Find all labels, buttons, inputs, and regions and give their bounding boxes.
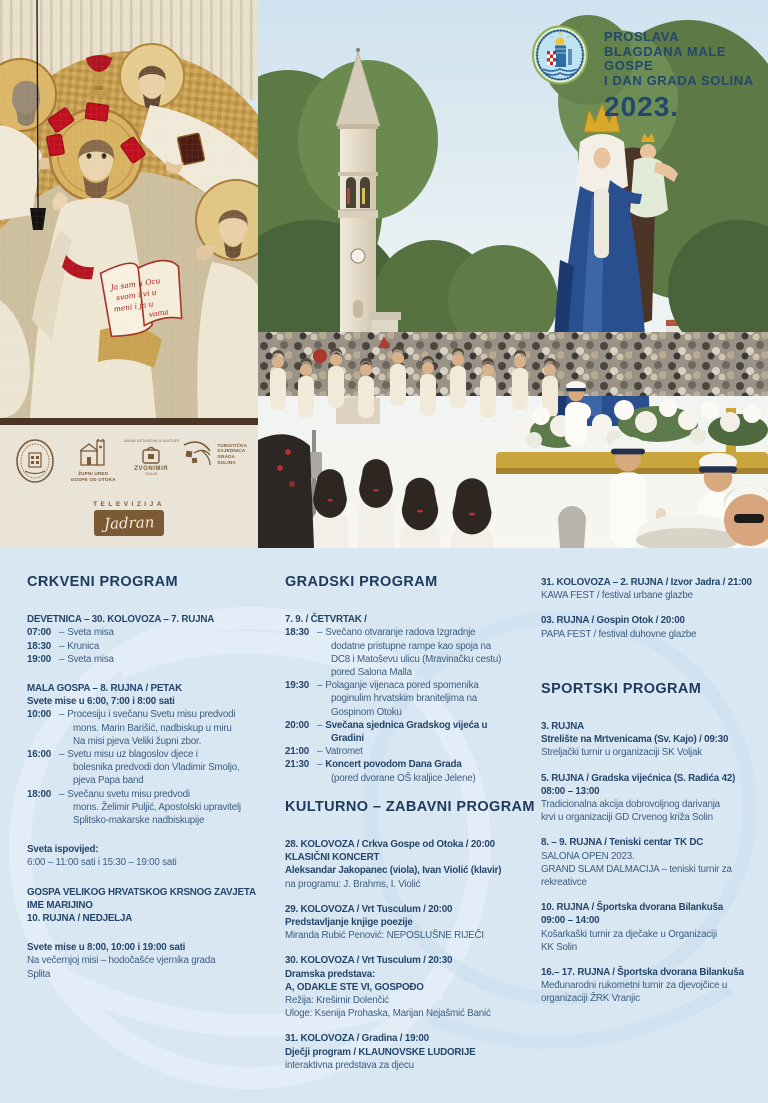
column-crkveni	[27, 576, 263, 997]
mosaic-illustration	[0, 0, 258, 418]
program-line: 6:00 – 11:00 sati i 15:30 – 19:00 sati	[27, 857, 177, 869]
program-block	[541, 836, 763, 889]
program-line: KAWA FEST / festival urbane glazbe	[541, 590, 693, 602]
program-block	[541, 720, 763, 760]
program-line: mons. Želimir Puljić, Apostolski upravitelj	[73, 801, 241, 813]
program-line: 09:00 – 14:00	[541, 915, 600, 927]
dash-separator: –	[317, 759, 323, 771]
program-block	[27, 843, 263, 869]
tv-jadran-label: TELEVIZIJA	[93, 501, 165, 508]
program-section	[0, 548, 768, 1103]
line-text: Sveta misa	[67, 627, 114, 639]
program-line: A, ODAKLE STE VI, GOSPOĐO	[285, 981, 424, 993]
dash-separator: –	[59, 627, 65, 639]
program-line: na programu: J. Brahms, I. Violić	[285, 878, 421, 890]
line-text: Svetu misu uz blagoslov djece i	[67, 749, 198, 761]
partner-label: JAVNA USTANOVA U KULTURI	[123, 439, 180, 443]
program-line: 31. KOLOVOZA / Gradina / 19:00	[285, 1033, 429, 1045]
program-line	[27, 626, 263, 639]
program-line: KLASIČNI KONCERT	[285, 852, 380, 864]
program-block	[285, 954, 537, 1020]
event-time: 21:00	[285, 746, 310, 758]
program-line	[27, 788, 263, 801]
program-line: Međunarodni rukometni turnir za djevojčice u	[541, 980, 728, 992]
dash-separator: –	[59, 709, 65, 721]
program-block	[285, 903, 537, 943]
program-line: Splitsko-makarske nadbiskupije	[73, 815, 205, 827]
program-line: rekreativce	[541, 877, 587, 889]
program-block	[285, 1032, 537, 1072]
mosaic-artwork	[0, 0, 258, 418]
program-line: 5. RUJNA / Gradska vijećnica (S. Radića 42)	[541, 772, 736, 784]
event-time: 19:00	[27, 653, 52, 665]
program-line: Gradini	[331, 733, 364, 745]
line-text: Svečanu svetu misu predvodi	[67, 788, 190, 800]
program-line: Streljački turnir u organizaciji SK Voljak	[541, 747, 702, 759]
solin-seal-icon	[15, 439, 55, 483]
line-text: Polaganje vijenaca pored spomenika	[325, 680, 479, 692]
mosaic-frame-bar	[0, 418, 258, 425]
program-line: krvi u organizaciji GD Crvenog križa Solin	[541, 812, 713, 824]
program-line	[27, 653, 263, 666]
program-line: Režija: Krešimir Dolenčić	[285, 995, 389, 1007]
title-line-1: PROSLAVA	[604, 29, 680, 44]
program-block	[541, 772, 763, 825]
line-text: Procesiju i svečanu Svetu misu predvodi	[67, 709, 236, 721]
title-year: 2023.	[604, 91, 680, 122]
program-line: Strelište na Mrtvenicama (Sv. Kajo) / 09:30	[541, 734, 729, 746]
program-line: GRAND SLAM DALMACIJA – teniski turnir za	[541, 863, 732, 875]
program-line	[27, 708, 263, 721]
program-block	[27, 886, 263, 926]
line-text: Koncert povodom Dana Grada	[325, 759, 462, 771]
column-kulturno-sportski	[541, 576, 763, 1018]
program-line: 03. RUJNA / Gospin Otok / 20:00	[541, 615, 685, 627]
program-line: Aleksandar Jakopanec (viola), Ivan Violić (klavir)	[285, 865, 502, 877]
program-line: SALONA OPEN 2023.	[541, 850, 635, 862]
partner-label: TURISTIČKA ZAJEDNICA GRADA SOLINA	[217, 442, 248, 465]
tv-jadran-logo	[94, 510, 164, 536]
church-icon	[76, 439, 110, 471]
program-line: Na misi pjeva Veliki župni zbor.	[73, 735, 202, 747]
program-line: Košarkaški turnir za dječake u Organizaciji	[541, 928, 717, 940]
event-time: 20:00	[285, 719, 310, 731]
event-time: 21:30	[285, 759, 310, 771]
program-line: Miranda Rubić Penović: NEPOSLUŠNE RIJEČI	[285, 930, 484, 942]
program-line: Uloge: Ksenija Prohaska, Marijan Nejašmić Banić	[285, 1008, 491, 1020]
event-time: 10:00	[27, 709, 52, 721]
program-block	[285, 838, 537, 891]
title-line-2: BLAGDANA MALE GOSPE	[604, 43, 727, 73]
program-block	[27, 682, 263, 827]
program-line: (pored dvorane OŠ kraljice Jelene)	[331, 772, 476, 784]
program-line: 8. – 9. RUJNA / Teniski centar TK DC	[541, 837, 704, 849]
program-line: DC8 i Matoševu ulicu (Mravinačku cestu)	[331, 653, 502, 665]
program-block	[541, 901, 763, 954]
dash-separator: –	[59, 788, 65, 800]
partner-zupni-ured	[64, 439, 122, 482]
program-line: Svete mise u 8:00, 10:00 i 19:00 sati	[27, 942, 186, 954]
column-gradski-kulturno	[285, 576, 537, 1084]
program-line	[27, 748, 263, 761]
section-title: SPORTSKI PROGRAM	[541, 680, 702, 697]
event-time: 18:30	[285, 627, 310, 639]
program-line: pjeva Papa band	[73, 775, 144, 787]
program-line: dodatne pristupne rampe kao spoja na	[331, 640, 492, 652]
section-title: KULTURNO – ZABAVNI PROGRAM	[285, 798, 535, 815]
program-line: 08:00 – 13:00	[541, 785, 600, 797]
program-kulturno	[285, 798, 537, 1072]
section-title: GRADSKI PROGRAM	[285, 574, 438, 590]
partner-zvonimir	[122, 439, 180, 478]
program-block	[285, 613, 537, 785]
dash-separator: –	[59, 749, 65, 761]
event-time: 18:30	[27, 640, 52, 652]
partner-label: SOLIN	[145, 472, 158, 477]
program-line: Na večernjoj misi – hodočašće vjernika grada	[27, 955, 216, 967]
program-line: 31. KOLOVOZA – 2. RUJNA / Izvor Jadra / 21:00	[541, 577, 752, 588]
partner-turisticka-zajednica	[180, 439, 252, 469]
program-line: Sveta ispovijed:	[27, 844, 99, 856]
event-time: 18:00	[27, 788, 52, 800]
program-line: 30. KOLOVOZA / Vrt Tusculum / 20:30	[285, 955, 453, 967]
lamp-post	[558, 506, 586, 548]
program-line	[285, 679, 537, 692]
title-line-3: I DAN GRADA SOLINA	[604, 72, 754, 88]
program-line: Dječji program / KLAUNOVSKE LUDORIJE	[285, 1046, 476, 1058]
program-line: Predstavljanje knjige poezije	[285, 917, 413, 929]
program-line: interaktivna predstava za djecu	[285, 1059, 414, 1071]
partner-label: ŽUPNI URED GOSPE OD OTOKA	[70, 471, 116, 482]
program-line: PAPA FEST / festival duhovne glazbe	[541, 628, 697, 640]
event-time: 19:30	[285, 680, 310, 692]
program-line: 10. RUJNA / NEDJELJA	[27, 913, 133, 925]
program-sportski	[541, 680, 763, 1006]
program-line: GOSPA VELIKOG HRVATSKOG KRSNOG ZAVJETA	[27, 886, 256, 898]
program-line: poginulim hrvatskim braniteljima na	[331, 693, 478, 705]
program-block	[541, 966, 763, 1006]
program-block	[27, 941, 263, 981]
partner-tv-jadran	[0, 501, 258, 536]
program-line: KK Solin	[541, 941, 577, 953]
program-line: Dramska predstava:	[285, 968, 376, 980]
tourist-board-icon	[180, 439, 214, 469]
zvonimir-icon	[138, 445, 164, 467]
program-line: MALA GOSPA – 8. RUJNA / PETAK	[27, 683, 182, 695]
program-line: 7. 9. / ČETVRTAK /	[285, 614, 367, 626]
event-time: 16:00	[27, 749, 52, 761]
line-text: Krunica	[67, 640, 100, 652]
program-line	[285, 719, 537, 732]
program-line: Gospinom Otoku	[331, 706, 402, 718]
program-block	[27, 613, 263, 666]
dash-separator: –	[59, 653, 65, 665]
program-line: organizaciji ŽRK Vranjic	[541, 993, 640, 1005]
partner-grad-solin	[6, 439, 64, 483]
tv-jadran-name: Jadran	[103, 513, 155, 533]
line-text: Sveta misa	[67, 653, 114, 665]
program-line: 10. RUJNA / Športska dvorana Bilankuša	[541, 902, 724, 914]
program-kulturno_nastavak	[541, 576, 763, 641]
dash-separator: –	[317, 746, 323, 758]
program-gradski	[285, 576, 537, 785]
event-time: 07:00	[27, 627, 52, 639]
dash-separator: –	[317, 627, 323, 639]
program-line	[27, 640, 263, 653]
solin-emblem	[531, 25, 589, 85]
line-text: Svečana sjednica Gradskog vijeća u	[325, 719, 488, 731]
program-line: 28. KOLOVOZA / Crkva Gospe od Otoka / 20:00	[285, 839, 495, 851]
program-line: mons. Marin Barišić, nadbiskup u miru	[73, 722, 232, 734]
program-crkveni	[27, 576, 263, 981]
line-text: Svečano otvaranje radova Izgradnje	[325, 627, 476, 639]
section-title: CRKVENI PROGRAM	[27, 574, 179, 590]
program-block	[541, 576, 763, 602]
program-line	[285, 626, 537, 639]
partner-logo-panel	[0, 425, 258, 552]
program-line: Svete mise u 6:00, 7:00 i 8:00 sati	[27, 696, 175, 708]
program-line: IME MARIJINO	[27, 899, 93, 911]
program-line	[285, 745, 537, 758]
program-line: 3. RUJNA	[541, 721, 585, 733]
dash-separator: –	[317, 719, 323, 731]
dash-separator: –	[59, 640, 65, 652]
program-block	[541, 614, 763, 640]
poster-title	[604, 30, 768, 123]
program-line: DEVETNICA – 30. KOLOVOZA – 7. RUJNA	[27, 614, 215, 626]
dash-separator: –	[317, 680, 323, 692]
line-text: Vatromet	[325, 746, 363, 758]
program-line	[285, 758, 537, 771]
partner-label: ZVONIMIR	[134, 465, 169, 472]
program-line: pored Salona Malla	[331, 667, 412, 679]
program-line: Tradicionalna akcija dobrovoljnog darivanja	[541, 799, 720, 811]
program-line: 16.– 17. RUJNA / Športska dvorana Bilankuša	[541, 967, 744, 979]
program-line: bolesnika predvodi don Vladimir Smoljo,	[73, 762, 240, 774]
program-line: Splita	[27, 968, 51, 980]
program-line: 29. KOLOVOZA / Vrt Tusculum / 20:00	[285, 903, 453, 915]
